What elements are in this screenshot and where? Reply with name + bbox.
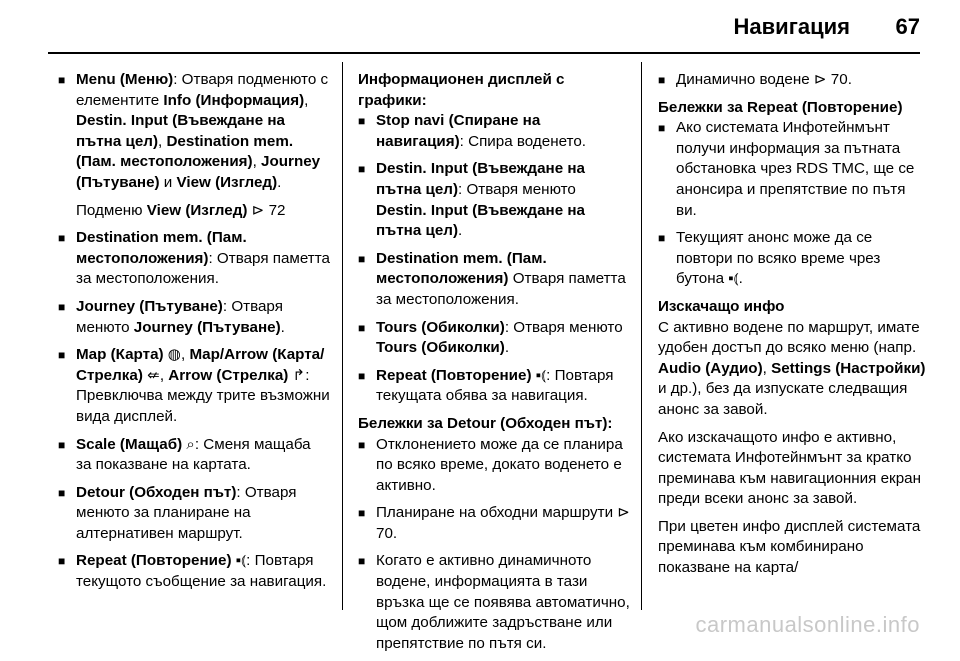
- submenu-reference: Подменю View (Изглед) ⊳ 72: [76, 201, 286, 219]
- column-divider-1: [342, 62, 343, 610]
- list-item: ■ Detour (Обходен път): Отваря менюто за планиране на алтернативен маршрут.: [58, 483, 330, 545]
- list-item: ■ Отклонението може да се планира по всяко време, докато воденето е активно.: [358, 435, 630, 497]
- list-item: ■ Текущият анонс може да се повтори по всяко време чрез бутона ▪⦅.: [658, 228, 930, 290]
- list-item: ■ Tours (Обиколки): Отваря менюто Tours (Обиколки).: [358, 318, 630, 359]
- list-item: ■ Map (Карта) ◍, Map/Arrow (Карта/Стрелка) ⇍, Arrow (Стрелка) ↱: Превключва между трите възможни вида дисплей.: [58, 345, 330, 427]
- page-header: [0, 0, 960, 62]
- list-item: ■ Когато е активно динамичното водене, информацията в тази връзка ще се появява автоматично, щом доближите задръстване или препятствие по пътя си.: [358, 551, 630, 654]
- list-item: ■ Repeat (Повторение) ▪⦅: Повтаря текущото съобщение за навигация.: [58, 551, 330, 592]
- list-item: ■ Menu (Меню): Отваря подменюто с елементите Info (Информация), Destin. Input (Въвеждане на пътна цел), Destination mem. (Пам. местоположения), Journey (Пътуване) и View (Изглед). Подменю View (Изглед) ⊳ 72: [58, 70, 330, 221]
- list-item: ■ Ако системата Инфотейнмънт получи информация за пътната обстановка чрез RDS TMC, ще се анонсира и препятствие по пътя ви.: [658, 118, 930, 221]
- list-item: ■ Destination mem. (Пам. местоположения): Отваря паметта за местоположения.: [58, 228, 330, 290]
- list-item: ■ Destin. Input (Въвеждане на пътна цел): Отваря менюто Destin. Input (Въвеждане на пътна цел).: [358, 159, 630, 241]
- column-right: [658, 70, 930, 586]
- section-heading: Бележки за Detour (Обходен път):: [358, 414, 613, 432]
- section-heading: Бележки за Repeat (Повторение): [658, 98, 903, 116]
- section-heading: Информационен дисплей с графики:: [358, 71, 565, 109]
- paragraph: При цветен инфо дисплей системата преминава към комбинирано показване на карта/: [658, 517, 921, 577]
- column-left: [58, 70, 330, 600]
- paragraph: Ако изскачащото инфо е активно, системата Инфотейнмънт за кратко преминава към навигационния екран преди всеки анонс за завой.: [658, 428, 921, 508]
- column-middle: [358, 70, 630, 661]
- page-number: 67: [895, 14, 920, 39]
- list-item: ■ Scale (Мащаб) ⌕: Сменя мащаба за показване на картата.: [58, 435, 330, 476]
- paragraph: С активно водене по маршрут, имате удобен достъп до всяко меню (напр. Audio (Аудио), Settings (Настройки) и др.), без да изпускате следващия анонс за завой.: [658, 318, 926, 418]
- list-item: ■ Repeat (Повторение) ▪⦅: Повтаря текущата обявa за навигация.: [358, 366, 630, 407]
- page-title: Навигация: [733, 14, 850, 39]
- watermark: carmanualsonline.info: [695, 612, 920, 637]
- list-item: ■ Планиране на обходни маршрути ⊳ 70.: [358, 503, 630, 544]
- list-item: ■ Stop navi (Спиране на навигация): Спира воденето.: [358, 111, 630, 152]
- list-item: ■ Destination mem. (Пам. местоположения) Отваря паметта за местоположения.: [358, 249, 630, 311]
- column-divider-2: [641, 62, 642, 610]
- list-item: ■ Динамично водене ⊳ 70.: [658, 70, 930, 91]
- section-heading: Изскачащо инфо: [658, 297, 785, 315]
- header-divider: [48, 52, 920, 54]
- list-item: ■ Journey (Пътуване): Отваря менюто Journey (Пътуване).: [58, 297, 330, 338]
